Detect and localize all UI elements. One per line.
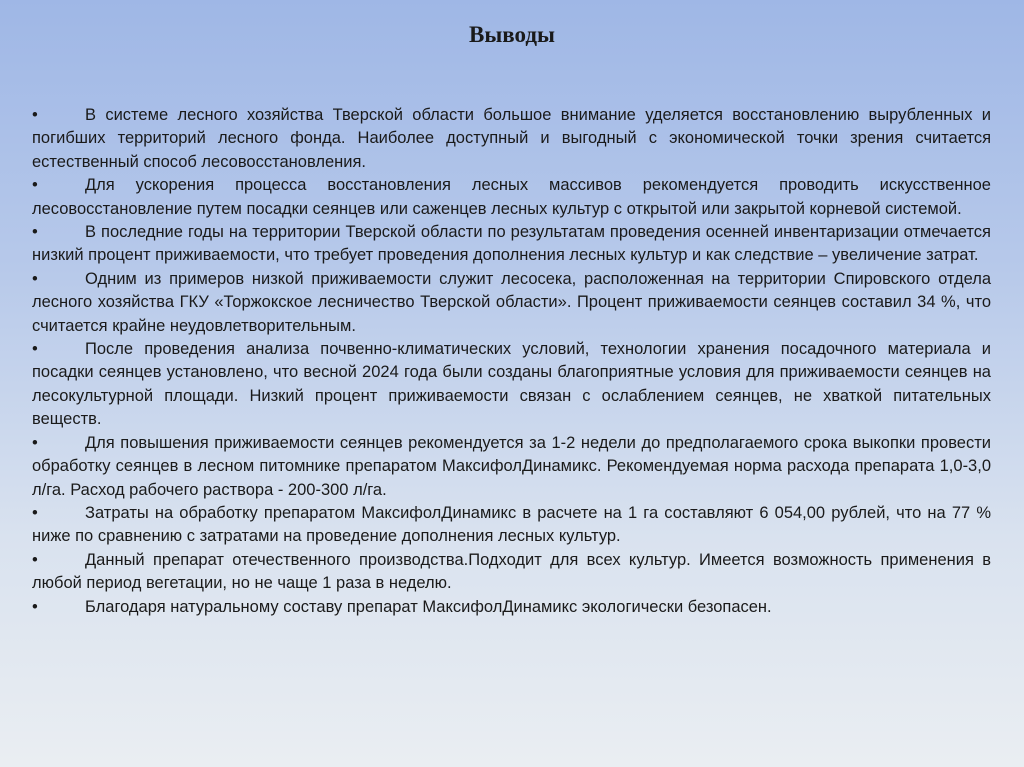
conclusions-list [32, 104, 991, 619]
slide-title: Выводы [469, 22, 555, 47]
bullet-icon: • [32, 223, 38, 242]
bullet-icon: • [32, 550, 38, 569]
bullet-icon: • [32, 597, 38, 616]
list-item-text: После проведения анализа почвенно-климатических условий, технологии хранения посадочного материала и посадки сеянцев установлено, что весной 2024 года были созданы благоприятные условия для приживаемости сеянцев на лесокультурной площади. Низкий процент приживаемости связан с ослаблением сеянцев, не хваткой питательных веществ. [32, 340, 991, 429]
bullet-icon: • [32, 503, 38, 522]
list-item-text: Благодаря натуральному составу препарат МаксифолДинамикс экологически безопасен. [85, 597, 772, 616]
list-item-text: Для ускорения процесса восстановления лесных массивов рекомендуется проводить искусственное лесовосстановление путем посадки сеянцев или саженцев лесных культур с открытой или закрытой корневой системой. [32, 176, 991, 218]
list-item-text: Затраты на обработку препаратом МаксифолДинамикс в расчете на 1 га составляют 6 054,00 рублей, что на 77 % ниже по сравнению с затратами на проведение дополнения лесных культур. [32, 503, 991, 546]
list-item [32, 268, 991, 338]
bullet-icon: • [32, 176, 38, 195]
list-item [32, 104, 991, 174]
bullet-icon: • [32, 106, 38, 124]
list-item-text: В последние годы на территории Тверской области по результатам проведения осенней инвентаризации отмечается низкий процент приживаемости, что требует проведения дополнения лесных культур и как следствие – увеличение затрат. [32, 223, 991, 265]
list-item [32, 221, 991, 268]
bullet-icon: • [32, 269, 38, 288]
list-item [32, 596, 991, 619]
list-item [32, 549, 991, 596]
list-item-text: Одним из примеров низкой приживаемости служит лесосека, расположенная на территории Спировского отдела лесного хозяйства ГКУ «Торжокское лесничество Тверской области». Процент приживаемости сеянцев составил 34 %, что считается крайне неудовлетворительным. [32, 269, 991, 335]
list-item-text: Данный препарат отечественного производства.Подходит для всех культур. Имеется возможность применения в любой период вегетации, но не чаще 1 раза в неделю. [32, 550, 991, 593]
list-item [32, 338, 991, 432]
bullet-icon: • [32, 433, 38, 452]
list-item-text: Для повышения приживаемости сеянцев рекомендуется за 1-2 недели до предполагаемого срока выкопки провести обработку сеянцев в лесном питомнике препаратом МаксифолДинамикс. Рекомендуемая норма расхода препарата 1,0-3,0 л/га. Расход рабочего раствора - 200-300 л/га. [32, 433, 991, 499]
bullet-icon: • [32, 340, 38, 359]
list-item [32, 432, 991, 502]
list-item [32, 502, 991, 549]
list-item-text: В системе лесного хозяйства Тверской области большое внимание уделяется восстановлению вырубленных и погибших территорий лесного фонда. Наиболее доступный и выгодный с экономической точки зрения считается естественный способ лесовосстановления. [32, 106, 991, 171]
list-item [32, 174, 991, 221]
